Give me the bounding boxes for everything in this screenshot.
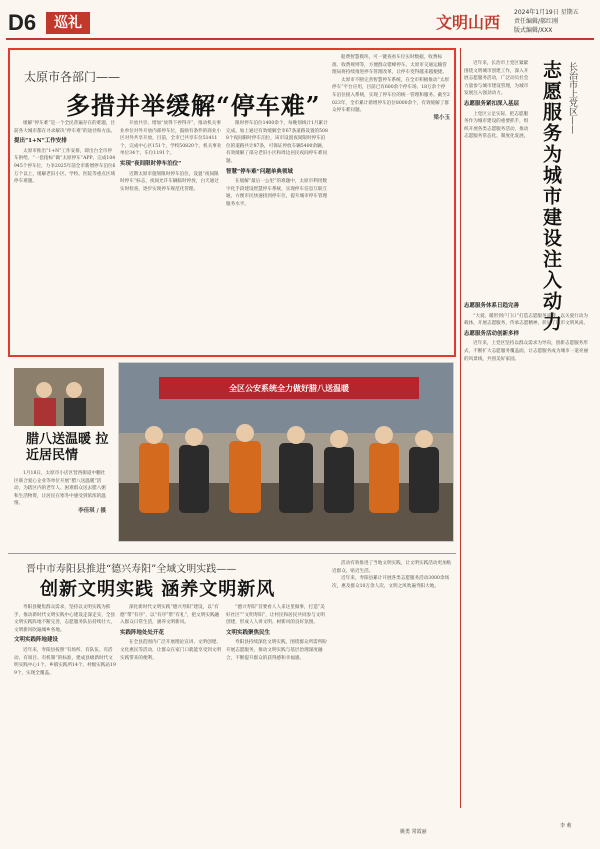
paragraph: 开放共享、增加“放得下停得开”，推动机关事业单位对外开放内部停车位，鼓励有条件的商业小区对外共享开放，目前，全市已共享车位51411个，完成中心区151个、学校50820个，机关事业单位34个，车位1191个。 (120, 121, 222, 157)
issue-meta (514, 8, 579, 35)
editor-credit: 责任编辑/郝红刚 (514, 18, 559, 25)
right-col-intro (464, 60, 530, 290)
bottom-byline: 姚勇 常霞丽 (400, 829, 427, 835)
paragraph: 近期太原市施划限时停车泊位，设置“夜间限时停车”标志，夜间允许车辆临时停放，白天通过实时检查，逐步实现停车规范化管理。 (120, 171, 219, 192)
right-kicker: 长治市上党区—— (567, 62, 577, 134)
brand-logo: 文明山西 (436, 13, 501, 32)
top-article-col2 (120, 120, 222, 350)
subheading: 提出“1+N”工作安排 (14, 138, 67, 145)
author: 梁小玉 (433, 114, 450, 121)
paragraph: 近年来，长治市上党区紧紧围绕文明城市创建工作，深入开展志愿服务活动，广泛动员社会力量参与城市建设管理，为城市发展注入强劲动力。 (464, 61, 529, 97)
right-byline: 李 莉 (560, 823, 572, 829)
subheading: 志愿服务活动创新多样 (464, 330, 520, 337)
paragraph: 近年来，上党区坚持以群众需求为导向，创新志愿服务形式，不断扩大志愿服务覆盖面，让志愿服务成为城市一道亮丽的风景线，共创美好家园。 (464, 341, 589, 362)
bottom-article-col4 (332, 560, 454, 824)
paragraph: 太原市不断完善智慧停车系统，在全市积极推动“太原停车”平台应用，目前已有600余个停车场、18万余个停车泊位接入系统，实现了停车位的统一管理和服务。截至2023年，全市累计新增停车泊位8000余个，有效缓解了群众停车难问题。 (332, 77, 450, 114)
paragraph: “德兴寿阳”首要看人人来这里做事，打造“美好社区”“文明寿阳”，让村民和居民共同参与文明创建，形成人人讲文明、树新风的良好氛围。 (226, 605, 325, 626)
paragraph: 深化新时代文明实践“德兴寿阳”建设，以“有德”带“有序”，以“有序”带“有礼”，把文明实践融入群众日常生活，涵养文明新风。 (120, 605, 220, 626)
paragraph: 近年来，寿阳县按照“有场所、有队伍、有活动、有项目、有机制”的标准，建成县级新时代文明实践中心1个、乡镇实践所14个、村级实践站199个，实现全覆盖。 (14, 647, 116, 676)
subheading: 志愿服务体系日趋完善 (464, 303, 520, 309)
paragraph: 限时停车泊位1400余个，每晚划线计1月累计完成。加上通过有效缓解全市67条道路设置的5088个夜间限时停车泊位，该市设置夜间限时停车泊位的道路共计87条，可保证停放车辆5400余辆，有效缓解了部分老旧小区和周边居民夜间停车难问题。 (226, 121, 328, 164)
top-article-col4 (332, 54, 450, 350)
section-badge: 巡礼 (46, 12, 90, 34)
bottom-article-col3 (226, 604, 328, 824)
author: 李佳琪 / 摄 (78, 507, 106, 514)
photo-banner-text: 全区公安系统全力做好腊八送温暖 (229, 383, 349, 393)
bottom-article-col1 (14, 604, 116, 824)
side-photo (14, 368, 104, 426)
section-divider (8, 553, 456, 554)
paragraph: 缓解“停车难”是一个全民普遍存在的难题，目前各大城市都在寻求解决“停车难”的途径和方法。 (14, 121, 116, 134)
masthead (6, 6, 594, 40)
paragraph: 活动有效推进了当地文明实践，让文明实践活动更加贴近群众、贴近生活。 (332, 561, 452, 574)
top-article-col3 (226, 120, 328, 350)
paragraph: 1月18日，太原市小店区营西街道中鹏社区联合爱心企业等单位开展“腊八送温暖”活动，为辖区内的老年人、困难群众送去腊八粥和生活物资，让居民在寒冬中感受到浓浓的温情。 (14, 471, 106, 507)
page-number: D6 (8, 10, 37, 35)
paragraph: 上党区立足实际，把志愿服务作为城市建设的重要抓手，组织开展各类志愿服务活动，推动志愿服务常态化、制度化发展。 (464, 111, 529, 140)
bottom-article-headline: 创新文明实践 涵养文明新风 (40, 579, 276, 600)
subheading: 智慧“停车难”问题单典领域 (226, 168, 293, 175)
paragraph: 在全县范围内广泛开展理论宣讲、文明创建、文化惠民等活动，让群众在家门口就能享受到文明实践带来的便利。 (120, 640, 222, 661)
paragraph: 在缓解“最后一公里”的难题中，太原市利用数字化手段建设智慧停车系统，实现停车信息互联互通，方便市民快速找到停车位，提升城市停车管理服务水平。 (226, 179, 328, 207)
side-box-body (14, 470, 106, 536)
right-headline: 志愿服务为城市建设注入动力 (540, 60, 562, 333)
issue-date: 2024年1月19日 星期五 (514, 9, 579, 16)
bottom-article-col2 (120, 604, 222, 824)
designer-credit: 版式编辑/XXX (514, 27, 553, 34)
paragraph: “大爱，暖形到户门口”打造志愿服务品牌，以关爱行动为载体，开展志愿服务，传承志愿精神，彰显了城市文明风尚。 (464, 313, 589, 327)
paragraph: 船费智慧模块，可一键查看车位实时数据，收费标准、收费规则等，方便群众错峰停车。太原市交通运输管理局将持续推进停车管理改革，让停车变得越来越便捷。 (332, 55, 447, 76)
subheading: 实现“夜间限时停车泊位” (120, 160, 182, 167)
top-article-headline: 多措并举缓解“停车难” (66, 91, 321, 120)
subheading: 文明实践阵地建设 (14, 637, 59, 644)
paragraph: 近年来，寿阳县累计开展各类志愿服务活动3000余场次，惠及群众10万余人次，文明之风吹遍寿阳大地。 (332, 576, 450, 589)
subheading: 实践阵地处处开花 (120, 629, 165, 636)
subheading: 志愿服务紧扣深入基层 (464, 100, 520, 107)
column-divider (460, 48, 461, 808)
paragraph: 寿阳县持续深化文明实践，围绕群众所需所盼开展志愿服务，推动文明实践与基层治理深度融合，不断提升群众的获得感和幸福感。 (226, 640, 327, 661)
side-box-title: 腊八送温暖 拉近居民情 (26, 432, 109, 463)
top-article-col1 (14, 120, 116, 350)
bottom-article-kicker: 晋中市寿阳县推进“德兴寿阳”全域文明实践—— (26, 564, 237, 575)
paragraph: 太原市推出“1+N”工作安排，即出台全市停车供给、“一套指标”做“太原停车”APP、完成104945个停车位，力争2025年前全市新增停车泊位6万个以上，缓解老旧小区、学校、医院等重点区域停车难题。 (14, 148, 116, 185)
right-col-body (464, 300, 590, 800)
news-photo (118, 362, 454, 542)
subheading: 文明实践聚焦民生 (226, 629, 271, 636)
paragraph: 寿阳县聚焦群众需求，坚持以文明实践为抓手，推动新时代文明实践中心建设走深走实，全县文明实践阵地不断完善，志愿服务队伍持续壮大，文明新风吹遍城乡各地。 (14, 605, 116, 633)
side-news-box (8, 362, 110, 542)
top-article-kicker: 太原市各部门—— (24, 70, 121, 84)
